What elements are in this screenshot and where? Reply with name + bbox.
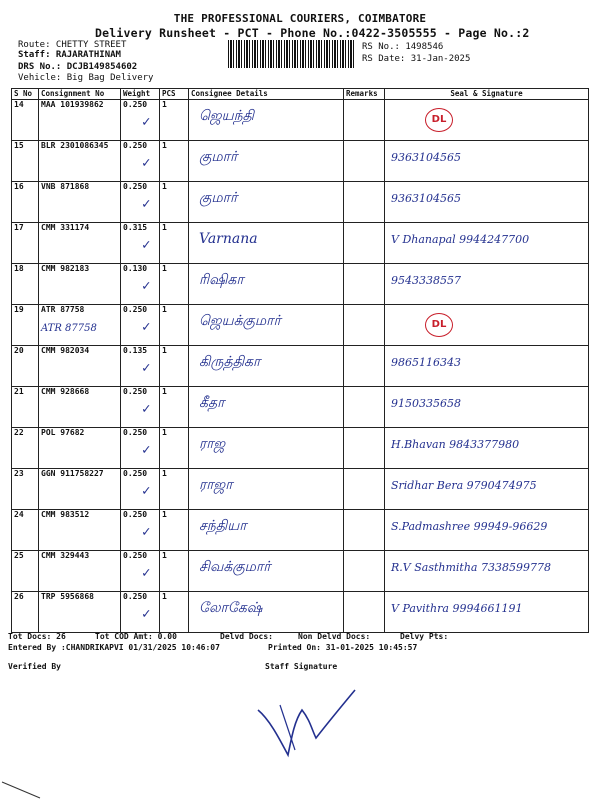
table-row xyxy=(12,141,589,182)
row-seal xyxy=(385,100,589,141)
row-remarks xyxy=(344,223,385,264)
row-consignee xyxy=(189,428,344,469)
signature-handwriting: 9543338557 xyxy=(391,274,461,287)
row-seal xyxy=(385,387,589,428)
row-consignment-no-text: CMM 331174 xyxy=(41,223,90,232)
row-remarks xyxy=(344,141,385,182)
row-consignment-no-text: POL 97682 xyxy=(41,428,85,437)
check-mark-icon: ✓ xyxy=(142,155,151,171)
route-label: Route: CHETTY STREET xyxy=(18,40,127,50)
col-consignment: Consignment No xyxy=(39,89,121,100)
row-consignment-no xyxy=(39,387,121,428)
row-weight-text: 0.250 xyxy=(123,387,148,396)
row-pcs-text: 1 xyxy=(162,387,167,396)
consignee-handwriting: சிவக்குமார் xyxy=(199,559,271,575)
row-consignment-no-text: TRP 5956868 xyxy=(41,592,94,601)
row-pcs-text: 1 xyxy=(162,428,167,437)
rs-number: RS No.: 1498546 xyxy=(362,42,444,52)
row-sno-text: 23 xyxy=(14,469,24,478)
row-consignee xyxy=(189,223,344,264)
row-pcs-text: 1 xyxy=(162,223,167,232)
signature-handwriting: 9363104565 xyxy=(391,192,461,205)
row-pcs xyxy=(142,223,189,264)
row-seal xyxy=(385,428,589,469)
row-sno-text: 25 xyxy=(14,551,24,560)
row-weight xyxy=(121,223,160,264)
consignee-handwriting: ராஜ xyxy=(199,436,226,452)
row-consignee xyxy=(189,182,344,223)
table-row xyxy=(12,223,589,264)
check-mark-icon: ✓ xyxy=(142,606,151,622)
row-seal xyxy=(385,469,589,510)
row-weight-text: 0.250 xyxy=(123,551,148,560)
row-consignment-no-text: CMM 982183 xyxy=(41,264,90,273)
row-consignee xyxy=(189,264,344,305)
row-weight xyxy=(121,510,160,551)
row-consignment-no xyxy=(39,510,121,551)
table-row xyxy=(12,264,589,305)
row-remarks xyxy=(344,469,385,510)
row-sno xyxy=(12,346,39,387)
row-remarks xyxy=(344,428,385,469)
row-consignee xyxy=(189,141,344,182)
row-weight-text: 0.135 xyxy=(123,346,148,355)
row-seal xyxy=(385,592,589,633)
row-consignee xyxy=(189,387,344,428)
rs-date: RS Date: 31-Jan-2025 xyxy=(362,54,471,64)
row-weight-text: 0.315 xyxy=(123,223,148,232)
staff-signature-mark xyxy=(250,680,360,760)
consignee-handwriting: குமார் xyxy=(199,149,238,165)
check-mark-icon: ✓ xyxy=(142,360,151,376)
row-consignment-no xyxy=(39,182,121,223)
row-consignment-no-text: GGN 911758227 xyxy=(41,469,104,478)
row-pcs-text: 1 xyxy=(162,592,167,601)
row-pcs xyxy=(142,551,189,592)
row-pcs-text: 1 xyxy=(162,551,167,560)
row-weight-text: 0.250 xyxy=(123,141,148,150)
row-pcs-text: 1 xyxy=(162,264,167,273)
tot-docs: Tot Docs: 26 xyxy=(8,632,66,641)
runsheet-table xyxy=(11,88,589,633)
drs-label: DRS No.: DCJB149854602 xyxy=(18,62,138,72)
check-mark-icon: ✓ xyxy=(142,565,151,581)
entered-by: Entered By :CHANDRIKAPVI 01/31/2025 10:46:07 xyxy=(8,643,220,652)
handwritten-consignment-no: ATR 87758 xyxy=(41,323,97,334)
row-pcs xyxy=(142,510,189,551)
row-sno xyxy=(12,551,39,592)
row-weight xyxy=(121,141,160,182)
row-weight-text: 0.250 xyxy=(123,469,148,478)
table-row xyxy=(12,387,589,428)
row-remarks xyxy=(344,387,385,428)
row-pcs-text: 1 xyxy=(162,469,167,478)
check-mark-icon: ✓ xyxy=(142,278,151,294)
table-row xyxy=(12,510,589,551)
table-row xyxy=(12,100,589,141)
row-sno-text: 18 xyxy=(14,264,24,273)
row-weight xyxy=(121,387,160,428)
row-weight xyxy=(121,469,160,510)
row-remarks xyxy=(344,592,385,633)
row-sno-text: 22 xyxy=(14,428,24,437)
row-pcs xyxy=(142,428,189,469)
row-remarks xyxy=(344,100,385,141)
col-pcs: PCS xyxy=(160,89,189,100)
row-weight xyxy=(121,305,160,346)
row-remarks xyxy=(344,264,385,305)
table-row xyxy=(12,551,589,592)
row-consignment-no xyxy=(39,346,121,387)
row-consignment-no-text: CMM 982034 xyxy=(41,346,90,355)
row-weight-text: 0.130 xyxy=(123,264,148,273)
row-sno xyxy=(12,592,39,633)
row-remarks xyxy=(344,551,385,592)
row-sno-text: 15 xyxy=(14,141,24,150)
row-consignment-no xyxy=(39,469,121,510)
col-consignee: Consignee Details xyxy=(189,89,344,100)
row-pcs-text: 1 xyxy=(162,141,167,150)
signature-handwriting: V Pavithra 9994661191 xyxy=(391,602,523,615)
table-header-row xyxy=(12,89,589,100)
check-mark-icon: ✓ xyxy=(142,401,151,417)
check-mark-icon: ✓ xyxy=(142,483,151,499)
row-remarks xyxy=(344,510,385,551)
staff-label: Staff: RAJARATHINAM xyxy=(18,50,121,60)
row-remarks xyxy=(344,182,385,223)
row-sno xyxy=(12,264,39,305)
signature-handwriting: 9150335658 xyxy=(391,397,461,410)
table-row xyxy=(12,592,589,633)
check-mark-icon: ✓ xyxy=(142,114,151,130)
row-consignment-no-text: ATR 87758 xyxy=(41,305,85,314)
row-consignment-no xyxy=(39,428,121,469)
consignee-handwriting: கீதா xyxy=(199,395,225,411)
row-seal xyxy=(385,346,589,387)
row-sno xyxy=(12,182,39,223)
row-seal xyxy=(385,305,589,346)
row-consignment-no xyxy=(39,592,121,633)
row-consignment-no-text: CMM 928668 xyxy=(41,387,90,396)
row-pcs-text: 1 xyxy=(162,510,167,519)
row-pcs xyxy=(142,100,189,141)
row-sno-text: 24 xyxy=(14,510,24,519)
delvy-pts: Delvy Pts: xyxy=(400,632,449,641)
row-sno-text: 26 xyxy=(14,592,24,601)
row-pcs-text: 1 xyxy=(162,346,167,355)
check-mark-icon: ✓ xyxy=(142,442,151,458)
barcode xyxy=(228,40,356,68)
row-weight xyxy=(121,182,160,223)
row-sno xyxy=(12,510,39,551)
row-consignment-no xyxy=(39,264,121,305)
row-sno xyxy=(12,141,39,182)
row-weight-text: 0.250 xyxy=(123,592,148,601)
col-seal: Seal & Signature xyxy=(385,89,589,100)
row-pcs xyxy=(142,346,189,387)
row-weight xyxy=(121,428,160,469)
row-sno-text: 19 xyxy=(14,305,24,314)
row-consignment-no xyxy=(39,100,121,141)
row-pcs xyxy=(142,592,189,633)
staff-signature-label: Staff Signature xyxy=(265,662,338,671)
row-consignment-no xyxy=(39,551,121,592)
consignee-handwriting: சந்தியா xyxy=(199,518,247,534)
row-remarks xyxy=(344,346,385,387)
delivered-stamp: DL xyxy=(425,108,453,132)
consignee-handwriting: ராஜா xyxy=(199,477,233,493)
runsheet-title: THE PROFESSIONAL COURIERS, COIMBATORE xyxy=(173,12,427,25)
consignee-handwriting: லோகேஷ் xyxy=(199,600,263,616)
tot-cod: Tot COD Amt: 0.00 xyxy=(95,632,177,641)
row-sno xyxy=(12,428,39,469)
row-consignee xyxy=(189,510,344,551)
row-sno-text: 16 xyxy=(14,182,24,191)
corner-mark xyxy=(0,770,60,800)
consignee-handwriting: குமார் xyxy=(199,190,238,206)
consignee-handwriting: ரிஷிகா xyxy=(199,272,244,288)
row-consignment-no xyxy=(39,141,121,182)
row-consignment-no xyxy=(39,305,121,346)
row-weight-text: 0.250 xyxy=(123,100,148,109)
check-mark-icon: ✓ xyxy=(142,196,151,212)
row-pcs-text: 1 xyxy=(162,100,167,109)
delvd-docs: Delvd Docs: xyxy=(220,632,273,641)
row-sno xyxy=(12,469,39,510)
col-weight: Weight xyxy=(121,89,160,100)
table-row xyxy=(12,346,589,387)
row-weight-text: 0.250 xyxy=(123,182,148,191)
consignee-handwriting: ஜெயந்தி xyxy=(199,108,255,124)
row-sno xyxy=(12,387,39,428)
check-mark-icon: ✓ xyxy=(142,524,151,540)
signature-handwriting: V Dhanapal 9944247700 xyxy=(391,233,530,246)
row-seal xyxy=(385,551,589,592)
row-pcs xyxy=(142,264,189,305)
col-remarks: Remarks xyxy=(344,89,385,100)
signature-handwriting: R.V Sasthmitha 7338599778 xyxy=(391,561,551,574)
row-weight xyxy=(121,100,160,141)
row-weight-text: 0.250 xyxy=(123,305,148,314)
row-sno xyxy=(12,100,39,141)
row-consignee xyxy=(189,551,344,592)
col-sno: S No xyxy=(12,89,39,100)
row-weight-text: 0.250 xyxy=(123,428,148,437)
vehicle-label: Vehicle: Big Bag Delivery xyxy=(18,73,154,83)
row-consignment-no-text: MAA 101939862 xyxy=(41,100,104,109)
check-mark-icon: ✓ xyxy=(142,237,151,253)
row-weight xyxy=(121,551,160,592)
verified-by: Verified By xyxy=(8,662,61,671)
table-row xyxy=(12,428,589,469)
table-row xyxy=(12,305,589,346)
table-row xyxy=(12,469,589,510)
row-pcs xyxy=(142,305,189,346)
row-remarks xyxy=(344,305,385,346)
row-pcs xyxy=(142,469,189,510)
row-sno xyxy=(12,223,39,264)
row-pcs xyxy=(142,141,189,182)
row-sno-text: 14 xyxy=(14,100,24,109)
row-pcs-text: 1 xyxy=(162,305,167,314)
row-consignment-no xyxy=(39,223,121,264)
row-consignee xyxy=(189,346,344,387)
row-weight xyxy=(121,264,160,305)
row-consignment-no-text: BLR 2301086345 xyxy=(41,141,109,150)
row-sno-text: 17 xyxy=(14,223,24,232)
row-consignee xyxy=(189,100,344,141)
row-seal xyxy=(385,510,589,551)
row-sno-text: 21 xyxy=(14,387,24,396)
consignee-handwriting: ஜெயக்குமார் xyxy=(199,313,281,329)
row-sno-text: 20 xyxy=(14,346,24,355)
row-seal xyxy=(385,141,589,182)
row-pcs xyxy=(142,182,189,223)
row-consignment-no-text: CMM 329443 xyxy=(41,551,90,560)
runsheet-subtitle: Delivery Runsheet - PCT - Phone No.:0422-3505555 - Page No.:2 xyxy=(95,26,530,40)
row-consignment-no-text: CMM 983512 xyxy=(41,510,90,519)
signature-handwriting: 9363104565 xyxy=(391,151,461,164)
row-pcs-text: 1 xyxy=(162,182,167,191)
row-consignment-no-text: VNB 871868 xyxy=(41,182,90,191)
signature-handwriting: S.Padmashree 99949-96629 xyxy=(391,520,548,533)
row-sno xyxy=(12,305,39,346)
row-consignee xyxy=(189,305,344,346)
delivered-stamp: DL xyxy=(425,313,453,337)
consignee-handwriting: கிருத்திகா xyxy=(199,354,261,370)
table-row xyxy=(12,182,589,223)
row-seal xyxy=(385,182,589,223)
row-consignee xyxy=(189,469,344,510)
row-weight-text: 0.250 xyxy=(123,510,148,519)
printed-on: Printed On: 31-01-2025 10:45:57 xyxy=(268,643,418,652)
row-weight xyxy=(121,592,160,633)
signature-handwriting: 9865116343 xyxy=(391,356,461,369)
consignee-handwriting: Varnana xyxy=(199,231,258,247)
row-consignee xyxy=(189,592,344,633)
row-weight xyxy=(121,346,160,387)
row-seal xyxy=(385,223,589,264)
signature-handwriting: H.Bhavan 9843377980 xyxy=(391,438,520,451)
check-mark-icon: ✓ xyxy=(142,319,151,335)
row-pcs xyxy=(142,387,189,428)
row-seal xyxy=(385,264,589,305)
signature-handwriting: Sridhar Bera 9790474975 xyxy=(391,479,537,492)
non-delvd-docs: Non Delvd Docs: xyxy=(298,632,371,641)
